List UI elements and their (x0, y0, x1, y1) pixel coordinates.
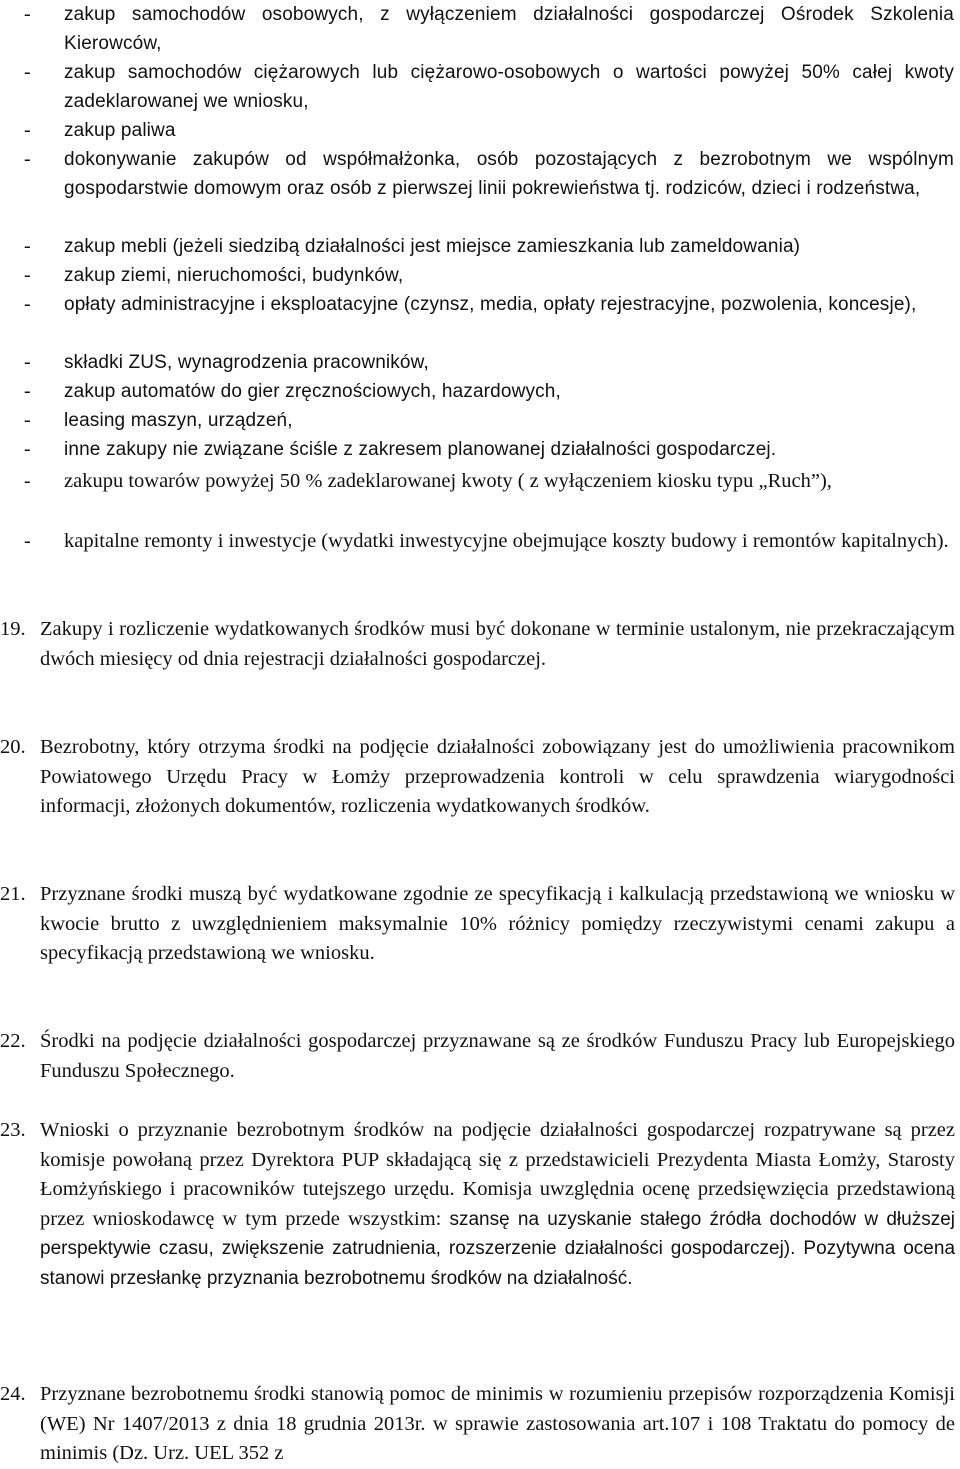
list-item (24, 290, 954, 319)
list-item-text: zakup automatów do gier zręcznościowych, hazardowych, (64, 381, 561, 402)
list-item (24, 377, 954, 406)
item-text: Bezrobotny, który otrzyma środki na podjęcie działalności zobowiązany jest do umożliwienia pracownikom Powiatowego Urzędu Pracy w Łomży przeprowadzenia kontroli w celu sprawdzenia wiarygodności informacji, złożonych dokumentów, rozliczenia wydatkowanych środków. (40, 736, 955, 817)
item-number: 24. (0, 1383, 26, 1405)
list-marker: - (24, 293, 31, 315)
list-item-text: zakup ziemi, nieruchomości, budynków, (64, 265, 404, 286)
numbered-item-24 (0, 1380, 955, 1469)
item-text: Przyznane bezrobotnemu środki stanowią pomoc de minimis w rozumieniu przepisów rozporządzenia Komisji (WE) Nr 1407/2013 z dnia 18 grudnia 2013r. w sprawie zastosowania art.107 i 108 Traktatu do pomocy de minimis (Dz. Urz. UEL 352 z (40, 1383, 955, 1464)
list-item-text: inne zakupy nie związane ściśle z zakresem planowanej działalności gospodarczej. (64, 439, 777, 460)
list-item-text: zakup samochodów ciężarowych lub ciężarowo-osobowych o wartości powyżej 50% całej kwoty zadeklarowanej we wniosku, (64, 62, 954, 112)
list-item-text: dokonywanie zakupów od współmałżonka, osób pozostających z bezrobotnym we wspólnym gospodarstwie domowym oraz osób z pierwszej linii pokrewieństwa tj. rodziców, dzieci i rodzeństwa, (64, 149, 954, 199)
list-item (24, 261, 954, 290)
numbered-item-19 (0, 615, 955, 674)
numbered-item-23 (0, 1116, 955, 1293)
item-number: 19. (0, 618, 26, 640)
list-item (24, 406, 954, 435)
list-item (24, 116, 954, 145)
list-marker: - (24, 351, 31, 373)
list-marker: - (24, 264, 31, 286)
list-marker: - (24, 235, 31, 257)
numbered-item-22 (0, 1027, 955, 1086)
list-marker: - (24, 119, 31, 141)
list-marker: - (24, 380, 31, 402)
list-item-text: zakupu towarów powyżej 50 % zadeklarowanej kwoty ( z wyłączeniem kiosku typu „Ruch”), (64, 470, 832, 492)
item-text: Środki na podjęcie działalności gospodarczej przyznawane są ze środków Funduszu Pracy lub Europejskiego Funduszu Społecznego. (40, 1030, 955, 1082)
item-text-part: Pozytywna ocena stanowi przesłankę przyznania bezrobotnemu środków na działalność. (40, 1238, 956, 1289)
numbered-item-21 (0, 880, 955, 969)
item-text-part: Wnioski o przyznanie bezrobotnym środków na podjęcie działalności gospodarczej rozpatrywane są przez komisje powołaną przez Dyrektora PUP składającą się z przedstawicieli Prezydenta Miasta Łomży, Starosty Łomżyńskiego i pracowników tutejszego urzędu. Komisja uwzględnia ocenę przedsięwzięcia przedstawioną przez wnioskodawcę w tym przede wszystkim: (40, 1119, 955, 1230)
item-number: 22. (0, 1030, 26, 1052)
list-item-text: składki ZUS, wynagrodzenia pracowników, (64, 352, 429, 373)
list-item (24, 145, 954, 203)
list-item-text: zakup samochodów osobowych, z wyłączeniem działalności gospodarczej Ośrodek Szkolenia Kierowców, (64, 4, 954, 54)
list-item (24, 232, 954, 261)
list-item-text: zakup paliwa (64, 120, 176, 141)
item-text: Zakupy i rozliczenie wydatkowanych środków musi być dokonane w terminie ustalonym, nie przekraczającym dwóch miesięcy od dnia rejestracji działalności gospodarczej. (40, 618, 955, 670)
item-number: 23. (0, 1119, 26, 1141)
list-item (24, 58, 954, 116)
list-item-text: zakup mebli (jeżeli siedzibą działalności jest miejsce zamieszkania lub zameldowania) (64, 236, 801, 257)
numbered-item-20 (0, 733, 955, 822)
list-marker: - (24, 61, 31, 83)
list-marker: - (24, 438, 31, 460)
list-item (24, 467, 954, 496)
list-item (24, 435, 954, 464)
list-marker: - (24, 3, 31, 25)
item-number: 20. (0, 736, 26, 758)
list-item (24, 0, 954, 58)
list-marker: - (24, 470, 31, 492)
item-text (40, 1116, 955, 1293)
list-marker: - (24, 409, 31, 431)
item-text-part: szansę na uzyskanie stałego źródła dochodów w dłuższej perspektywie czasu, zwiększenie zatrudnienia, rozszerzenie działalności gospodarczej). (40, 1208, 955, 1259)
list-marker: - (24, 148, 31, 170)
list-item-text: kapitalne remonty i inwestycje (wydatki inwestycyjne obejmujące koszty budowy i remontów kapitalnych). (64, 530, 949, 552)
list-item-text: leasing maszyn, urządzeń, (64, 410, 293, 431)
list-item (24, 527, 954, 556)
item-text: Przyznane środki muszą być wydatkowane zgodnie ze specyfikacją i kalkulacją przedstawioną we wniosku w kwocie brutto z uwzględnieniem maksymalnie 10% różnicy pomiędzy rzeczywistymi cenami zakupu a specyfikacją przedstawioną we wniosku. (40, 883, 955, 964)
list-item (24, 348, 954, 377)
list-item-text: opłaty administracyjne i eksploatacyjne (czynsz, media, opłaty rejestracyjne, pozwolenia, koncesje), (64, 294, 917, 315)
item-number: 21. (0, 883, 26, 905)
list-marker: - (24, 530, 31, 552)
